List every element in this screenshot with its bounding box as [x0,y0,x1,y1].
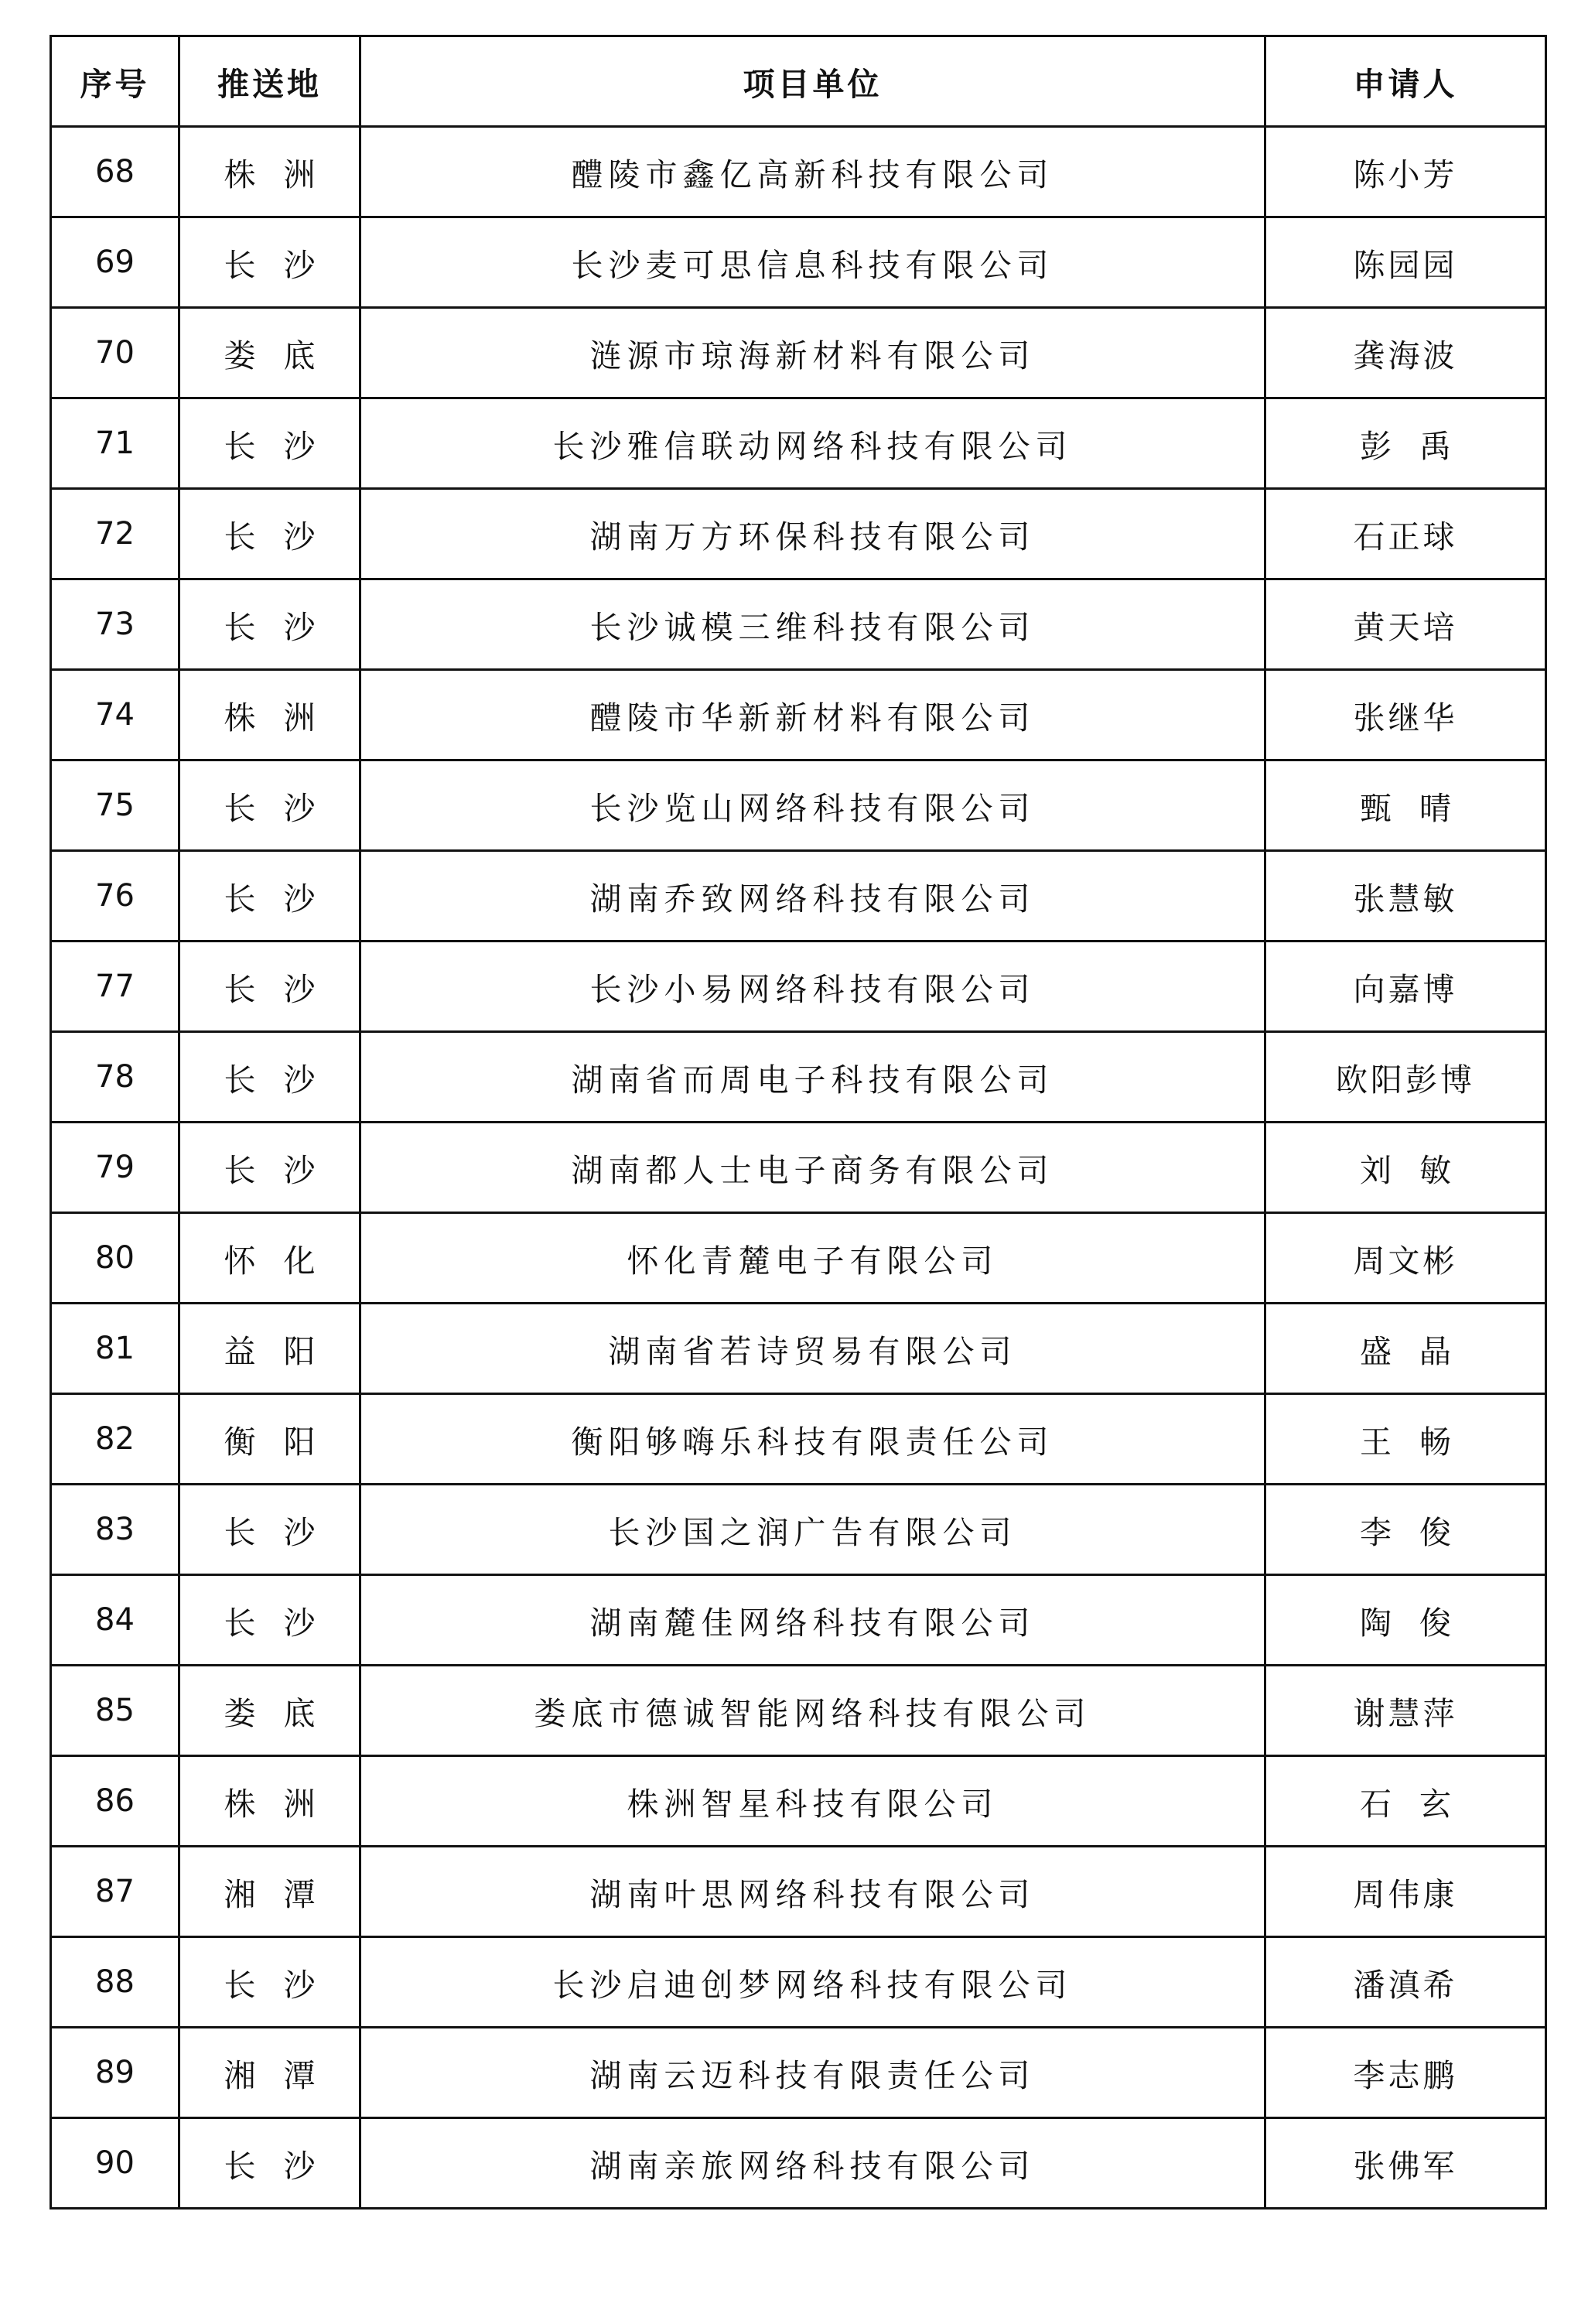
row-location-cell: 株洲 [179,670,360,760]
row-location-cell: 长沙 [179,1485,360,1575]
row-location-cell: 湘潭 [179,1847,360,1937]
row-applicant-cell: 石玄 [1265,1756,1546,1847]
row-location-cell: 长沙 [179,942,360,1032]
table-row [51,127,1546,217]
table-row [51,1666,1546,1756]
row-index-cell: 89 [51,2028,179,2118]
row-applicant-cell: 彭禹 [1265,398,1546,489]
table-row [51,1575,1546,1666]
table-row [51,489,1546,579]
row-location-cell: 长沙 [179,1575,360,1666]
row-unit-cell: 湖南省若诗贸易有限公司 [360,1304,1265,1394]
table-row [51,760,1546,851]
table-row [51,1304,1546,1394]
header-location: 推送地 [179,36,360,127]
row-applicant-cell: 周伟康 [1265,1847,1546,1937]
row-applicant-cell: 龚海波 [1265,308,1546,398]
row-index-cell: 76 [51,851,179,942]
table-row [51,398,1546,489]
row-index-cell: 79 [51,1123,179,1213]
row-index-cell: 72 [51,489,179,579]
row-applicant-cell: 向嘉博 [1265,942,1546,1032]
row-location-cell: 长沙 [179,1937,360,2028]
row-applicant-cell: 黄天培 [1265,579,1546,670]
table-row [51,2028,1546,2118]
row-index-cell: 85 [51,1666,179,1756]
applicant-table [50,35,1547,2210]
row-applicant-cell: 王畅 [1265,1394,1546,1485]
table-row [51,308,1546,398]
row-applicant-cell: 欧阳彭博 [1265,1032,1546,1123]
row-index-cell: 69 [51,217,179,308]
row-unit-cell: 衡阳够嗨乐科技有限责任公司 [360,1394,1265,1485]
row-unit-cell: 长沙国之润广告有限公司 [360,1485,1265,1575]
row-location-cell: 娄底 [179,308,360,398]
row-unit-cell: 湖南都人士电子商务有限公司 [360,1123,1265,1213]
row-index-cell: 87 [51,1847,179,1937]
row-location-cell: 长沙 [179,760,360,851]
row-applicant-cell: 陶俊 [1265,1575,1546,1666]
row-index-cell: 71 [51,398,179,489]
row-location-cell: 长沙 [179,579,360,670]
row-location-cell: 长沙 [179,1123,360,1213]
row-index-cell: 90 [51,2118,179,2209]
table-row [51,1213,1546,1304]
row-unit-cell: 长沙启迪创梦网络科技有限公司 [360,1937,1265,2028]
table-row [51,579,1546,670]
table-row [51,851,1546,942]
row-unit-cell: 湖南乔致网络科技有限公司 [360,851,1265,942]
row-index-cell: 81 [51,1304,179,1394]
header-index: 序号 [51,36,179,127]
row-unit-cell: 株洲智星科技有限公司 [360,1756,1265,1847]
row-unit-cell: 长沙诚模三维科技有限公司 [360,579,1265,670]
row-applicant-cell: 陈园园 [1265,217,1546,308]
table-row [51,2118,1546,2209]
header-applicant: 申请人 [1265,36,1546,127]
row-index-cell: 75 [51,760,179,851]
row-applicant-cell: 谢慧萍 [1265,1666,1546,1756]
row-applicant-cell: 张佛军 [1265,2118,1546,2209]
row-location-cell: 株洲 [179,127,360,217]
table-row [51,1847,1546,1937]
row-unit-cell: 醴陵市鑫亿高新科技有限公司 [360,127,1265,217]
row-applicant-cell: 刘敏 [1265,1123,1546,1213]
row-index-cell: 74 [51,670,179,760]
table-row [51,1032,1546,1123]
row-applicant-cell: 盛晶 [1265,1304,1546,1394]
table-header [51,36,1546,127]
table-row [51,1485,1546,1575]
row-index-cell: 68 [51,127,179,217]
row-index-cell: 73 [51,579,179,670]
row-applicant-cell: 李志鹏 [1265,2028,1546,2118]
row-unit-cell: 长沙雅信联动网络科技有限公司 [360,398,1265,489]
row-unit-cell: 长沙麦可思信息科技有限公司 [360,217,1265,308]
row-unit-cell: 湖南省而周电子科技有限公司 [360,1032,1265,1123]
table-body [51,127,1546,2209]
row-location-cell: 长沙 [179,1032,360,1123]
row-location-cell: 株洲 [179,1756,360,1847]
row-applicant-cell: 石正球 [1265,489,1546,579]
row-location-cell: 衡阳 [179,1394,360,1485]
table-row [51,942,1546,1032]
row-index-cell: 77 [51,942,179,1032]
table-row [51,217,1546,308]
row-location-cell: 娄底 [179,1666,360,1756]
row-index-cell: 78 [51,1032,179,1123]
row-unit-cell: 怀化青麓电子有限公司 [360,1213,1265,1304]
row-unit-cell: 醴陵市华新新材料有限公司 [360,670,1265,760]
row-location-cell: 长沙 [179,2118,360,2209]
table-row [51,1937,1546,2028]
row-location-cell: 湘潭 [179,2028,360,2118]
row-applicant-cell: 甄晴 [1265,760,1546,851]
table-row [51,1394,1546,1485]
row-location-cell: 怀化 [179,1213,360,1304]
row-location-cell: 长沙 [179,489,360,579]
row-unit-cell: 娄底市德诚智能网络科技有限公司 [360,1666,1265,1756]
row-applicant-cell: 张慧敏 [1265,851,1546,942]
row-applicant-cell: 陈小芳 [1265,127,1546,217]
row-unit-cell: 湖南麓佳网络科技有限公司 [360,1575,1265,1666]
row-index-cell: 70 [51,308,179,398]
row-index-cell: 82 [51,1394,179,1485]
row-location-cell: 长沙 [179,851,360,942]
row-unit-cell: 湖南叶思网络科技有限公司 [360,1847,1265,1937]
row-unit-cell: 湖南云迈科技有限责任公司 [360,2028,1265,2118]
row-index-cell: 88 [51,1937,179,2028]
row-applicant-cell: 李俊 [1265,1485,1546,1575]
table-row [51,670,1546,760]
row-unit-cell: 长沙小易网络科技有限公司 [360,942,1265,1032]
table-row [51,1756,1546,1847]
row-applicant-cell: 张继华 [1265,670,1546,760]
row-location-cell: 长沙 [179,217,360,308]
row-applicant-cell: 潘滇希 [1265,1937,1546,2028]
row-index-cell: 80 [51,1213,179,1304]
header-unit: 项目单位 [360,36,1265,127]
row-index-cell: 86 [51,1756,179,1847]
row-unit-cell: 涟源市琼海新材料有限公司 [360,308,1265,398]
row-index-cell: 83 [51,1485,179,1575]
row-unit-cell: 湖南万方环保科技有限公司 [360,489,1265,579]
row-unit-cell: 湖南亲旅网络科技有限公司 [360,2118,1265,2209]
row-index-cell: 84 [51,1575,179,1666]
row-applicant-cell: 周文彬 [1265,1213,1546,1304]
row-location-cell: 益阳 [179,1304,360,1394]
header-row [51,36,1546,127]
table-row [51,1123,1546,1213]
row-location-cell: 长沙 [179,398,360,489]
row-unit-cell: 长沙览山网络科技有限公司 [360,760,1265,851]
